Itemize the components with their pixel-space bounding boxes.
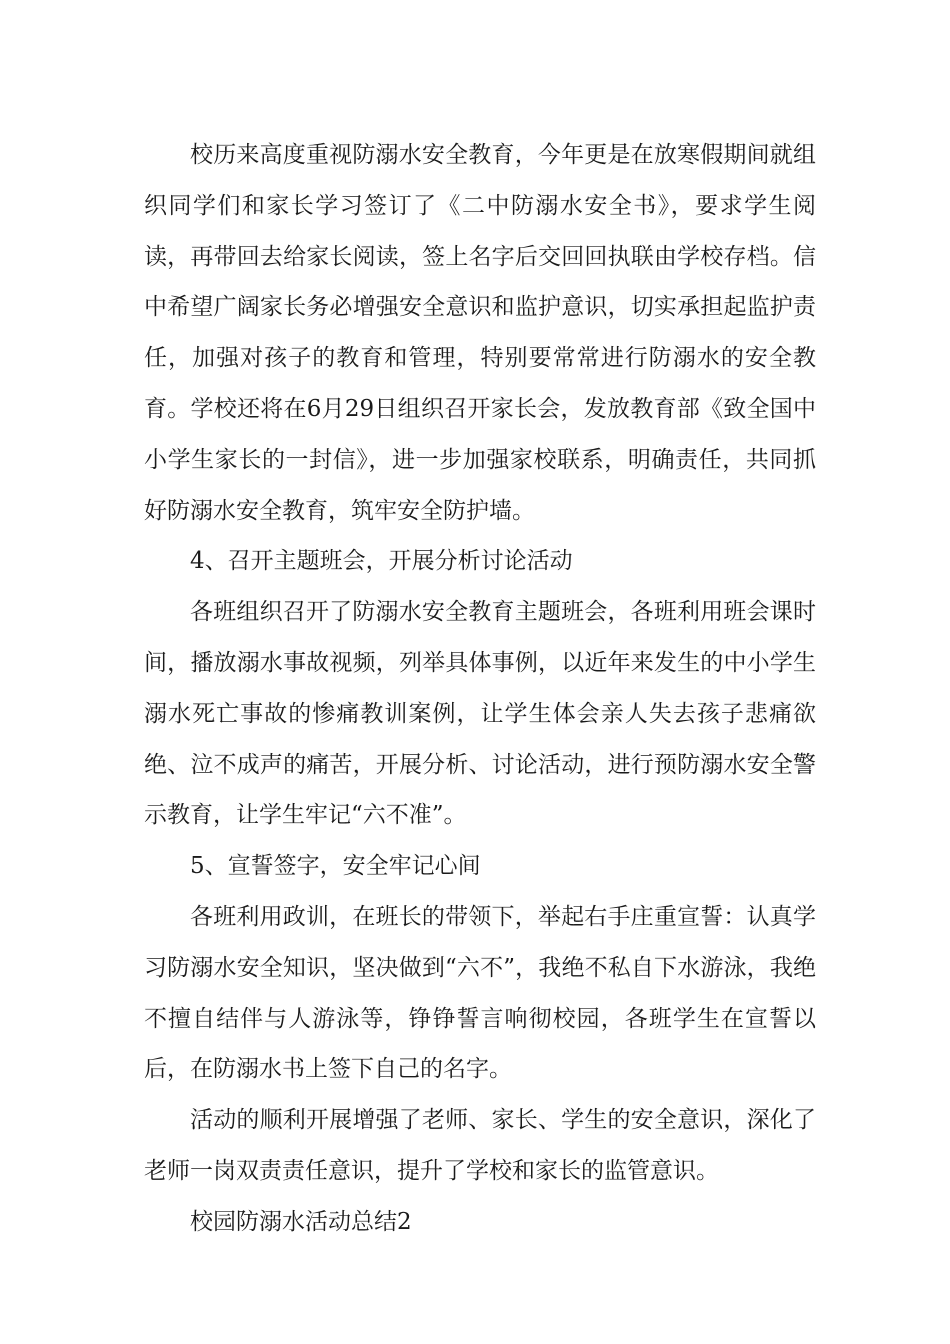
paragraph-conclusion: 活动的顺利开展增强了老师、家长、学生的安全意识，深化了老师一岗双责责任意识，提升了学校和家长的监管意识。 bbox=[144, 1107, 816, 1184]
paragraph-oath: 各班利用政训，在班长的带领下，举起右手庄重宣誓：认真学习防溺水安全知识，坚决做到“六不”，我绝不私自下水游泳，我绝不擅自结伴与人游泳等，铮铮誓言响彻校园，各班学生在宣誓以后，在防溺水书上签下自己的名字。 bbox=[144, 903, 816, 1083]
document-title-summary-2: 校园防溺水活动总结2 bbox=[190, 1208, 412, 1235]
paragraph-parent-notice: 校历来高度重视防溺水安全教育，今年更是在放寒假期间就组织同学们和家长学习签订了《二中防溺水安全书》，要求学生阅读，再带回去给家长阅读，签上名字后交回回执联由学校存档。信中希望广阔家长务必增强安全意识和监护意识，切实承担起监护责任，加强对孩子的教育和管理，特别要常常进行防溺水的安全教育。学校还将在6月29日组织召开家长会，发放教育部《致全国中小学生家长的一封信》，进一步加强家校联系，明确责任，共同抓好防溺水安全教育，筑牢安全防护墙。 bbox=[144, 142, 816, 524]
section-heading-oath: 5、宣誓签字，安全牢记心间 bbox=[190, 853, 481, 880]
paragraph-class-meeting: 各班组织召开了防溺水安全教育主题班会，各班利用班会课时间，播放溺水事故视频，列举具体事例，以近年来发生的中小学生溺水死亡事故的惨痛教训案例，让学生体会亲人失去孩子悲痛欲绝、泣不成声的痛苦，开展分析、讨论活动，进行预防溺水安全警示教育，让学生牢记“六不准”。 bbox=[144, 599, 816, 829]
document-body bbox=[144, 130, 816, 1248]
section-heading-class-meeting: 4、召开主题班会，开展分析讨论活动 bbox=[190, 548, 573, 575]
